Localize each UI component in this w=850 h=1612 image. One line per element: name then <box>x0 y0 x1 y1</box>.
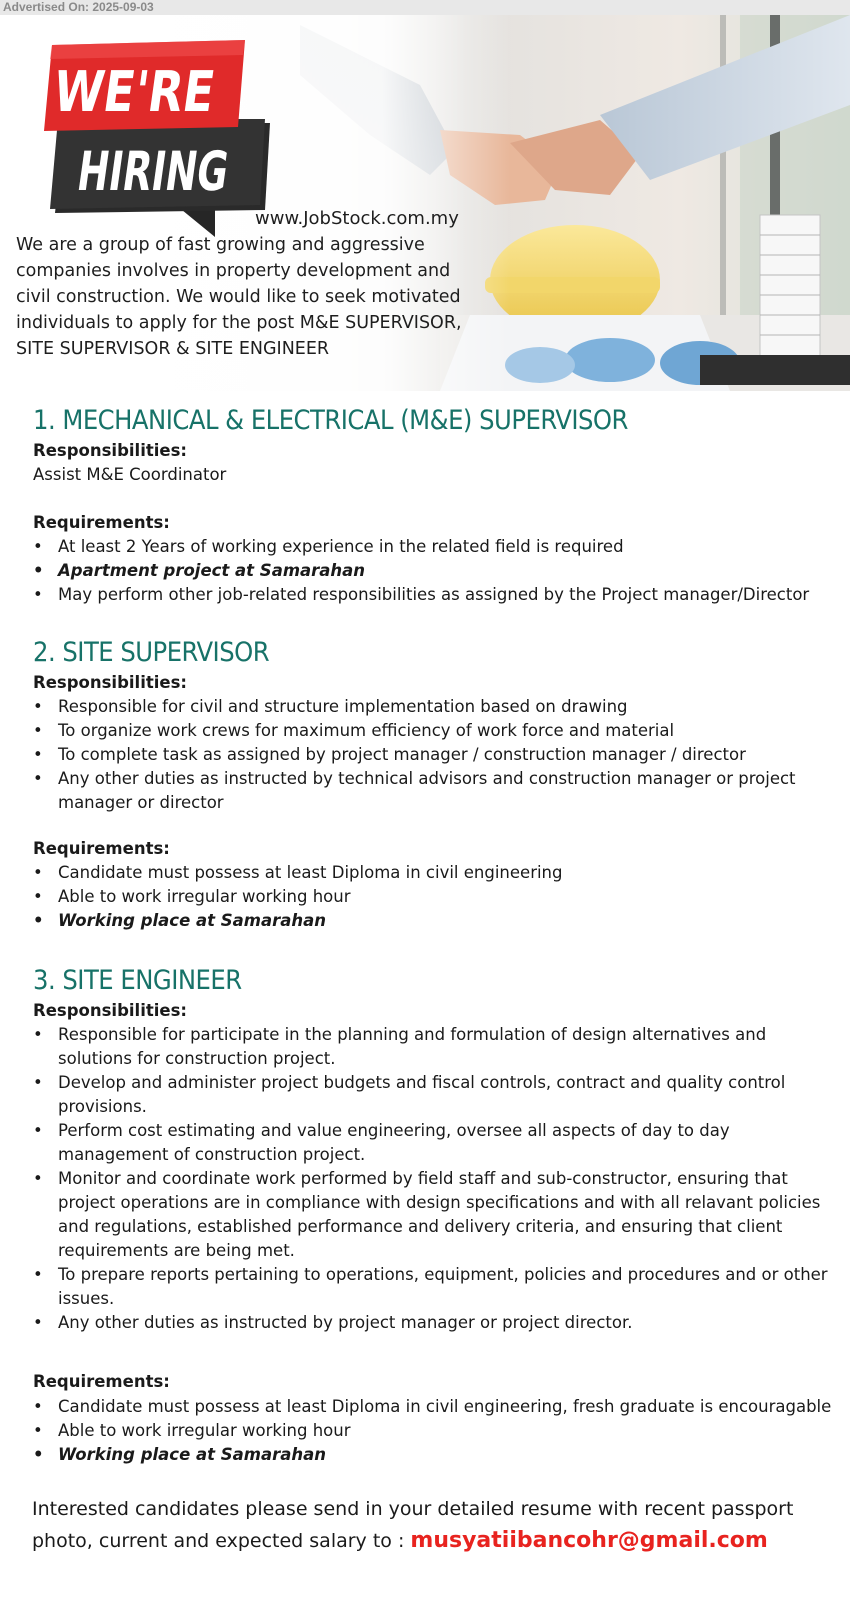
list-item: • Responsible for participate in the planning and formulation of design alternatives and solutions for construction project. <box>33 1023 843 1071</box>
requirements-label: Requirements: <box>33 1372 170 1391</box>
requirements-list <box>33 1395 843 1467</box>
apply-text: Interested candidates please send in your detailed resume with recent passport photo, current and expected salary to : <box>32 1498 794 1552</box>
list-item: • Candidate must possess at least Diploma in civil engineering, fresh graduate is encouragable <box>33 1395 843 1419</box>
list-item: • Monitor and coordinate work performed by field staff and sub-constructor, ensuring that project operations are in compliance with design specifications and with all relavant policies and regulations, established performance and delivery criteria, and ensuring that client requirements are being met. <box>33 1167 843 1263</box>
list-item: • Any other duties as instructed by project manager or project director. <box>33 1311 843 1335</box>
list-item: • Candidate must possess at least Diploma in civil engineering <box>33 861 843 885</box>
list-item: • Able to work irregular working hour <box>33 1419 843 1443</box>
list-item: • Responsible for civil and structure implementation based on drawing <box>33 695 843 719</box>
list-item: • Working place at Samarahan <box>33 909 843 933</box>
responsibility-text: Assist M&E Coordinator <box>33 465 227 484</box>
company-intro: We are a group of fast growing and aggressive companies involves in property development and civil construction. We would like to seek motivated individuals to apply for the post M&E SUPERVISOR, SITE SUPERVISOR & SITE ENGINEER <box>16 235 462 359</box>
list-item: • To prepare reports pertaining to operations, equipment, policies and procedures and or other issues. <box>33 1263 843 1311</box>
list-item: • Able to work irregular working hour <box>33 885 843 909</box>
requirements-label: Requirements: <box>33 839 170 858</box>
list-item: • Apartment project at Samarahan <box>33 559 843 583</box>
job-title-me-supervisor: 1. MECHANICAL & ELECTRICAL (M&E) SUPERVISOR <box>33 405 628 436</box>
responsibilities-label: Responsibilities: <box>33 1001 188 1020</box>
requirements-list <box>33 535 843 607</box>
advertised-on-bar <box>0 0 850 15</box>
apply-instructions <box>32 1494 832 1557</box>
job-title-site-engineer: 3. SITE ENGINEER <box>33 965 242 996</box>
responsibilities-label: Responsibilities: <box>33 673 188 692</box>
email-link[interactable]: musyatiibancohr@gmail.com <box>410 1528 768 1553</box>
list-item: • Perform cost estimating and value engineering, oversee all aspects of day to day management of construction project. <box>33 1119 843 1167</box>
requirements-label: Requirements: <box>33 513 170 532</box>
list-item: • At least 2 Years of working experience in the related field is required <box>33 535 843 559</box>
list-item: • To complete task as assigned by project manager / construction manager / director <box>33 743 843 767</box>
advertised-on-text: Advertised On: 2025-09-03 <box>3 0 154 14</box>
list-item: • To organize work crews for maximum efficiency of work force and material <box>33 719 843 743</box>
website-url: www.JobStock.com.my <box>255 208 459 229</box>
responsibilities-list <box>33 695 843 815</box>
list-item: • Any other duties as instructed by technical advisors and construction manager or project manager or director <box>33 767 843 815</box>
badge-line1: WE'RE <box>49 60 258 125</box>
list-item: • May perform other job-related responsibilities as assigned by the Project manager/Director <box>33 583 843 607</box>
responsibilities-label: Responsibilities: <box>33 441 188 460</box>
list-item: • Develop and administer project budgets and fiscal controls, contract and quality control provisions. <box>33 1071 843 1119</box>
badge-line2: HIRING <box>73 140 299 203</box>
requirements-list <box>33 861 843 933</box>
list-item: • Working place at Samarahan <box>33 1443 843 1467</box>
hero-banner <box>0 15 850 391</box>
responsibilities-list <box>33 1023 843 1335</box>
job-title-site-supervisor: 2. SITE SUPERVISOR <box>33 637 270 668</box>
